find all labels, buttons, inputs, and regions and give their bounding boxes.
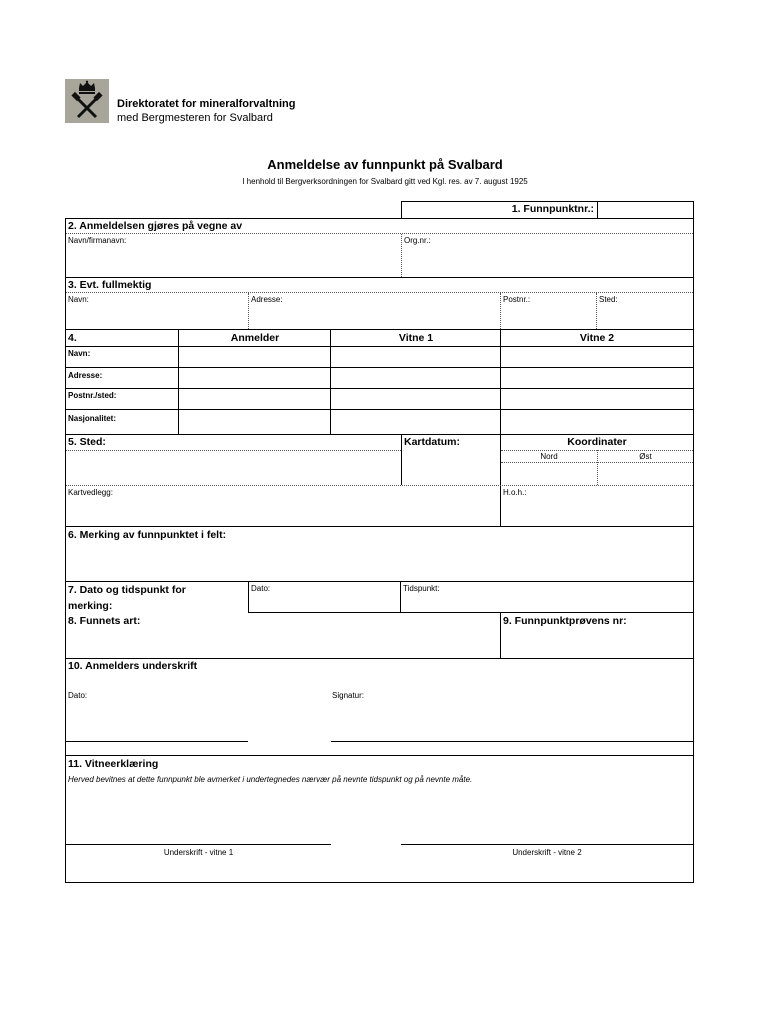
section-3-title: 3. Evt. fullmektig xyxy=(68,279,152,291)
agent-name-field[interactable] xyxy=(66,305,247,328)
vitne-2-signature-label: Underskrift - vitne 2 xyxy=(512,848,582,857)
ost-field[interactable] xyxy=(598,463,693,484)
section-2-title: 2. Anmeldelsen gjøres på vegne av xyxy=(68,220,243,232)
section-7-title-line2: merking: xyxy=(68,600,113,612)
agent-postnr-field[interactable] xyxy=(501,305,595,328)
merking-tidspunkt-label: Tidspunkt: xyxy=(403,584,440,593)
merking-tidspunkt-field[interactable] xyxy=(401,595,693,611)
vitne-2-signature-field[interactable] xyxy=(401,790,693,843)
form-title: Anmeldelse av funnpunkt på Svalbard xyxy=(267,157,503,172)
witness-address-row: Adresse: xyxy=(68,371,103,380)
agent-postnr-label: Postnr.: xyxy=(503,295,531,304)
agent-name-label: Navn: xyxy=(68,295,89,304)
organization-name: Direktoratet for mineralforvaltning xyxy=(117,98,296,110)
kartdatum-field[interactable] xyxy=(402,451,499,484)
section-9-title: 9. Funnpunktprøvens nr: xyxy=(503,615,627,627)
form-subtitle: I henhold til Bergverksordningen for Svalbard gitt ved Kgl. res. av 7. august 1925 xyxy=(242,177,528,186)
agent-sted-field[interactable] xyxy=(597,305,693,328)
section-5-title: 5. Sted: xyxy=(68,436,106,448)
crown-hammers-icon xyxy=(65,79,109,123)
merking-dato-field[interactable] xyxy=(249,595,399,611)
underskrift-dato-label: Dato: xyxy=(68,691,88,700)
underskrift-dato-field[interactable] xyxy=(66,702,248,740)
witness-postnr-row: Postnr./sted: xyxy=(68,391,117,400)
section-6-title: 6. Merking av funnpunktet i felt: xyxy=(68,529,227,541)
name-firm-field[interactable] xyxy=(66,246,400,276)
organization-subtitle: med Bergmesteren for Svalbard xyxy=(117,112,273,124)
sted-field[interactable] xyxy=(66,451,400,484)
ost-label: Øst xyxy=(639,452,652,461)
kartvedlegg-field[interactable] xyxy=(66,498,499,525)
directorate-logo xyxy=(65,79,109,123)
funnets-art-field[interactable] xyxy=(66,630,499,657)
merking-dato-label: Dato: xyxy=(251,584,271,593)
vitne-1-signature-field[interactable] xyxy=(66,790,331,843)
agent-address-field[interactable] xyxy=(249,305,499,328)
col-anmelder: Anmelder xyxy=(230,332,280,344)
provens-nr-field[interactable] xyxy=(501,630,693,657)
section-10-title: 10. Anmelders underskrift xyxy=(68,660,198,672)
merking-field[interactable] xyxy=(66,545,693,580)
section-7-title-line1: 7. Dato og tidspunkt for xyxy=(68,584,186,596)
kartvedlegg-label: Kartvedlegg: xyxy=(68,488,113,497)
nord-field[interactable] xyxy=(501,463,596,484)
vitne-2-fields[interactable] xyxy=(501,347,693,434)
funnpunktnr-field[interactable] xyxy=(599,203,693,217)
agent-sted-label: Sted: xyxy=(599,295,618,304)
section-4-title: 4. xyxy=(68,332,77,344)
witness-name-row: Navn: xyxy=(68,349,91,358)
nord-label: Nord xyxy=(540,452,558,461)
koordinater-label: Koordinater xyxy=(567,436,627,448)
col-vitne-2: Vitne 2 xyxy=(579,332,615,344)
section-8-title: 8. Funnets art: xyxy=(68,615,141,627)
signatur-field[interactable] xyxy=(331,702,693,740)
witness-nationality-row: Nasjonalitet: xyxy=(68,414,117,423)
anmelder-fields[interactable] xyxy=(179,347,330,434)
agent-address-label: Adresse: xyxy=(251,295,283,304)
org-nr-field[interactable] xyxy=(402,246,693,276)
hoh-field[interactable] xyxy=(501,498,693,525)
vitne-1-signature-label: Underskrift - vitne 1 xyxy=(163,848,234,857)
funnpunktnr-label: 1. Funnpunktnr.: xyxy=(511,203,594,215)
vitne-1-fields[interactable] xyxy=(331,347,500,434)
witness-statement: Herved bevitnes at dette funnpunkt ble avmerket i undertegnedes nærvær på nevnte tidspunkt og på nevnte måte. xyxy=(68,775,473,784)
name-firm-label: Navn/firmanavn: xyxy=(68,236,127,245)
signatur-label: Signatur: xyxy=(332,691,365,700)
hoh-label: H.o.h.: xyxy=(503,488,527,497)
org-nr-label: Org.nr.: xyxy=(404,236,431,245)
col-vitne-1: Vitne 1 xyxy=(398,332,434,344)
kartdatum-label: Kartdatum: xyxy=(404,436,461,448)
section-11-title: 11. Vitneerklæring xyxy=(68,758,159,770)
